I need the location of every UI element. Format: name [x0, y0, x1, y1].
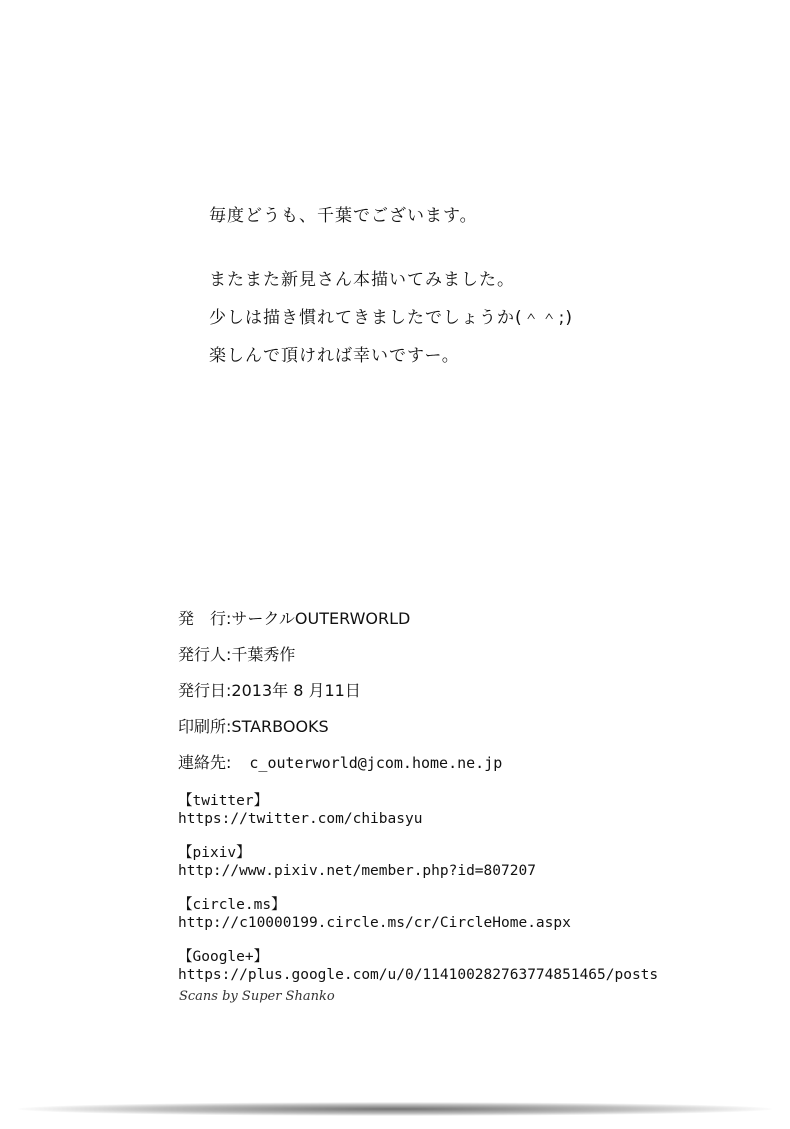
colophon-issuer: [178, 645, 502, 665]
link-block-pixiv: [178, 844, 658, 880]
colophon-value: 2013年 8 月11日: [231, 681, 361, 700]
link-list: [178, 792, 658, 984]
page-shadow: [18, 1102, 772, 1116]
colophon-value: STARBOOKS: [231, 717, 329, 736]
link-heading: 【pixiv】: [178, 845, 251, 861]
message-line: 毎度どうも、千葉でございます。: [209, 206, 478, 226]
colophon-value: サークルOUTERWORLD: [231, 609, 411, 628]
link-heading: 【twitter】: [178, 793, 269, 809]
colophon-printer: [178, 717, 502, 737]
scan-credit: Scans by Super Shanko: [179, 989, 335, 1004]
link-heading: 【Google+】: [178, 949, 269, 965]
colophon-publisher: [178, 609, 502, 629]
link-url: https://plus.google.com/u/0/114100282763774851465/posts: [178, 967, 659, 983]
colophon-date: [178, 681, 502, 701]
colophon-label: 印刷所:: [178, 717, 232, 736]
colophon-label: 発 行:: [178, 609, 232, 628]
afterword-message: [209, 205, 573, 367]
colophon-label: 連絡先:: [178, 753, 232, 772]
colophon: [178, 609, 502, 789]
link-url: http://c10000199.circle.ms/cr/CircleHome.aspx: [178, 915, 571, 931]
colophon-label: 発行人:: [178, 645, 232, 664]
contact-email: c_outerworld@jcom.home.ne.jp: [249, 754, 503, 772]
colophon-value: 千葉秀作: [231, 645, 296, 664]
link-block-google-plus: [178, 948, 658, 984]
message-line: 楽しんで頂ければ幸いですー。: [209, 346, 460, 366]
link-heading: 【circle.ms】: [178, 897, 286, 913]
link-url: https://twitter.com/chibasyu: [178, 811, 423, 827]
message-line: またまた新見さん本描いてみました。: [209, 270, 515, 290]
message-line: 少しは描き慣れてきましたでしょうか(＾＾;): [209, 308, 573, 328]
link-block-twitter: [178, 792, 658, 828]
colophon-label: 発行日:: [178, 681, 232, 700]
link-url: http://www.pixiv.net/member.php?id=807207: [178, 863, 536, 879]
colophon-contact: [178, 753, 502, 773]
link-block-circle-ms: [178, 896, 658, 932]
